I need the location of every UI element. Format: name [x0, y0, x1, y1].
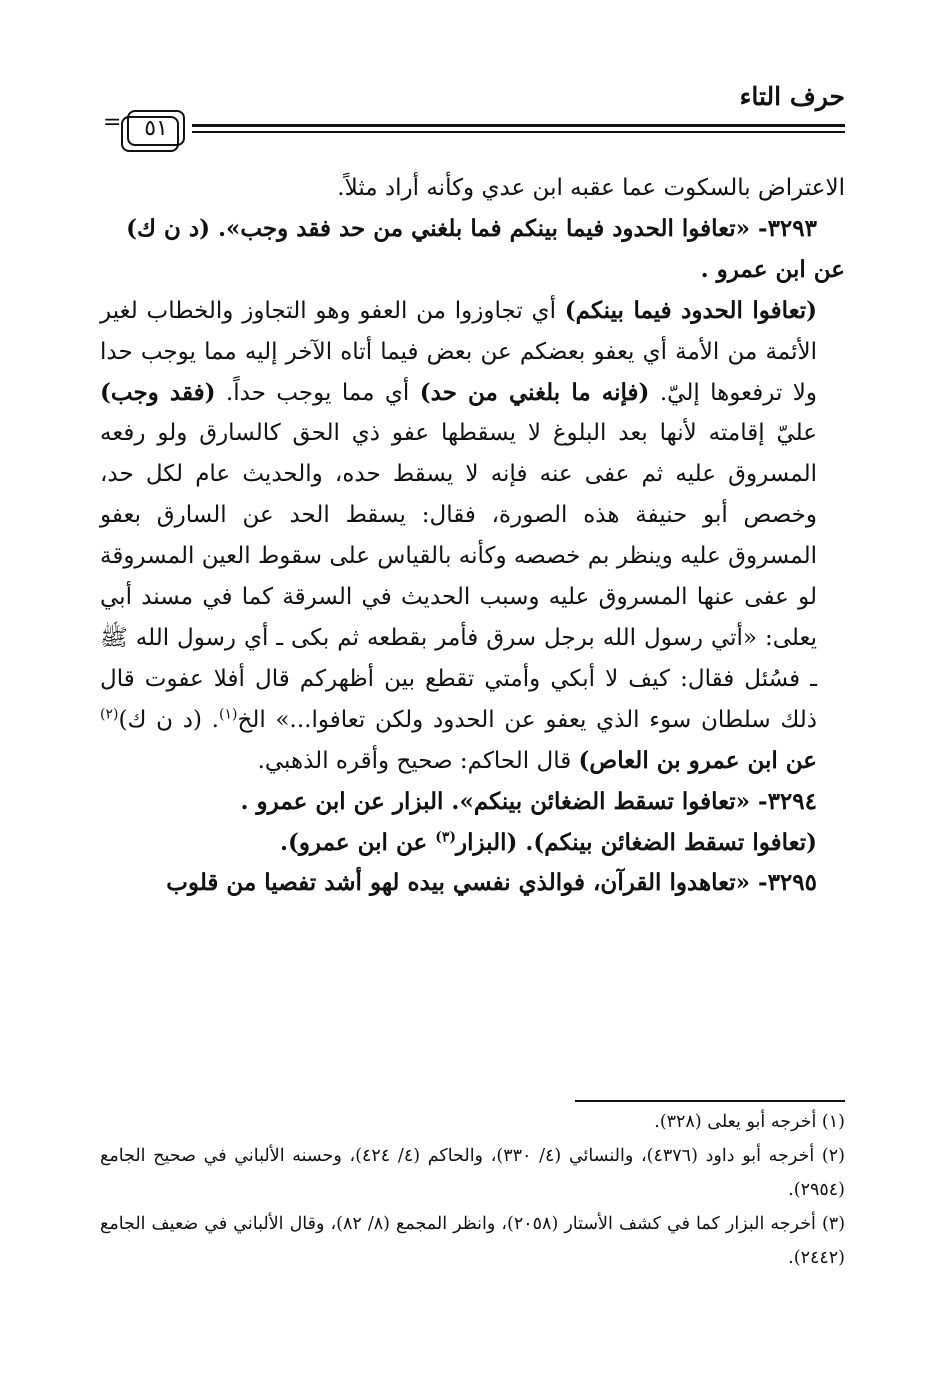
hadith-3293: [100, 209, 845, 250]
paragraph-continuation: الاعتراض بالسكوت عما عقبه ابن عدي وكأنه أراد مثلاً.: [337, 175, 845, 201]
commentary-3293: [100, 291, 845, 782]
footnote-2: (٢) أخرجه أبو داود (٤٣٧٦)، والنسائي (٤/ ٣٣٠)، والحاكم (٤/ ٤٢٤)، وحسنه الألباني في صحيح الجامع (٢٩٥٤).: [100, 1146, 845, 1200]
commentary-quote-3: (فقد وجب): [100, 378, 216, 406]
commentary-quote-1: (تعافوا الحدود فيما بينكم): [564, 296, 817, 324]
commentary-text-1: أي تجاوزوا من العفو وهو التجاوز والخطاب لغير الأئمة من الأمة أي يعفو بعضكم عن بعض فيما أتاه الآخر إليه مما يوجب حدا ولا ترفعوها إليّ.: [100, 297, 817, 406]
commentary-3294-a: (تعافوا تسقط الضغائن بينكم). (البزار: [455, 828, 817, 856]
page-number-marker: =: [103, 110, 122, 135]
commentary-text-3: عليّ إقامته لأنها بعد البلوغ لا يسقطها عفو ذي الحق كالسارق ولو رفعه المسروق عليه ثم عفى عنه فإنه لا يسقط حده، والحديث عام لكل حد، وخصص أبو حنيفة هذه الصورة، فقال: يسقط الحد عن السارق بعفو المسروق عليه وينظر بم خصصه وكأنه بالقياس على سقوط العين المسروقة لو عفى عنها المسروق عليه وسبب الحديث في السرقة كما في مسند أبي يعلى: «أتي رسول الله برجل سرق فأمر بقطعه ثم بكى ـ أي رسول الله ﷺ ـ فسُئل فقال: كيف لا أبكي وأمتي تقطع بين أظهركم قال أفلا عفوت قال ذلك سلطان سوء الذي يعفو عن الحدود ولكن تعافوا...» الخ: [100, 420, 817, 733]
header-rule-thin: [192, 131, 845, 133]
footnote-rule: [575, 1100, 845, 1102]
hadith-3294: ٣٢٩٤- «تعافوا تسقط الضغائن بينكم». البزار عن ابن عمرو .: [240, 787, 817, 815]
commentary-quote-4: عن ابن عمرو بن العاص): [578, 746, 817, 774]
commentary-text-2: أي مما يوجب حداً.: [215, 379, 420, 406]
commentary-3294-b: عن ابن عمرو).: [279, 828, 436, 856]
footnote-ref-1: (١): [219, 706, 238, 723]
main-text: [100, 168, 845, 904]
header-rule-thick: [192, 124, 845, 127]
commentary-quote-2: (فإنه ما بلغني من حد): [419, 378, 650, 406]
hadith-3295: ٣٢٩٥- «تعاهدوا القرآن، فوالذي نفسي بيده لهو أشد تفصيا من قلوب: [166, 869, 817, 897]
hadith-3293-source: عن ابن عمرو .: [700, 255, 845, 283]
page-number: ٥١: [127, 110, 185, 146]
commentary-text-4: . (د ن ك): [118, 706, 219, 733]
footnote-ref-2: (٢): [100, 706, 119, 723]
footnotes: [100, 1105, 845, 1275]
commentary-text-5: قال الحاكم: صحيح وأقره الذهبي.: [257, 747, 579, 774]
running-title: حرف التاء: [739, 82, 845, 111]
hadith-3293-text: ٣٢٩٣- «تعافوا الحدود فيما بينكم فما بلغني من حد فقد وجب». (د ن ك): [126, 214, 817, 242]
footnote-3: (٣) أخرجه البزار كما في كشف الأستار (٢٠٥٨)، وانظر المجمع (٨/ ٨٢)، وقال الألباني في ضعيف الجامع (٢٤٤٢).: [100, 1214, 846, 1268]
footnote-1: (١) أخرجه أبو يعلى (٣٢٨).: [654, 1112, 845, 1132]
footnote-ref-3: (٣): [435, 828, 456, 845]
commentary-3294: [100, 823, 845, 864]
